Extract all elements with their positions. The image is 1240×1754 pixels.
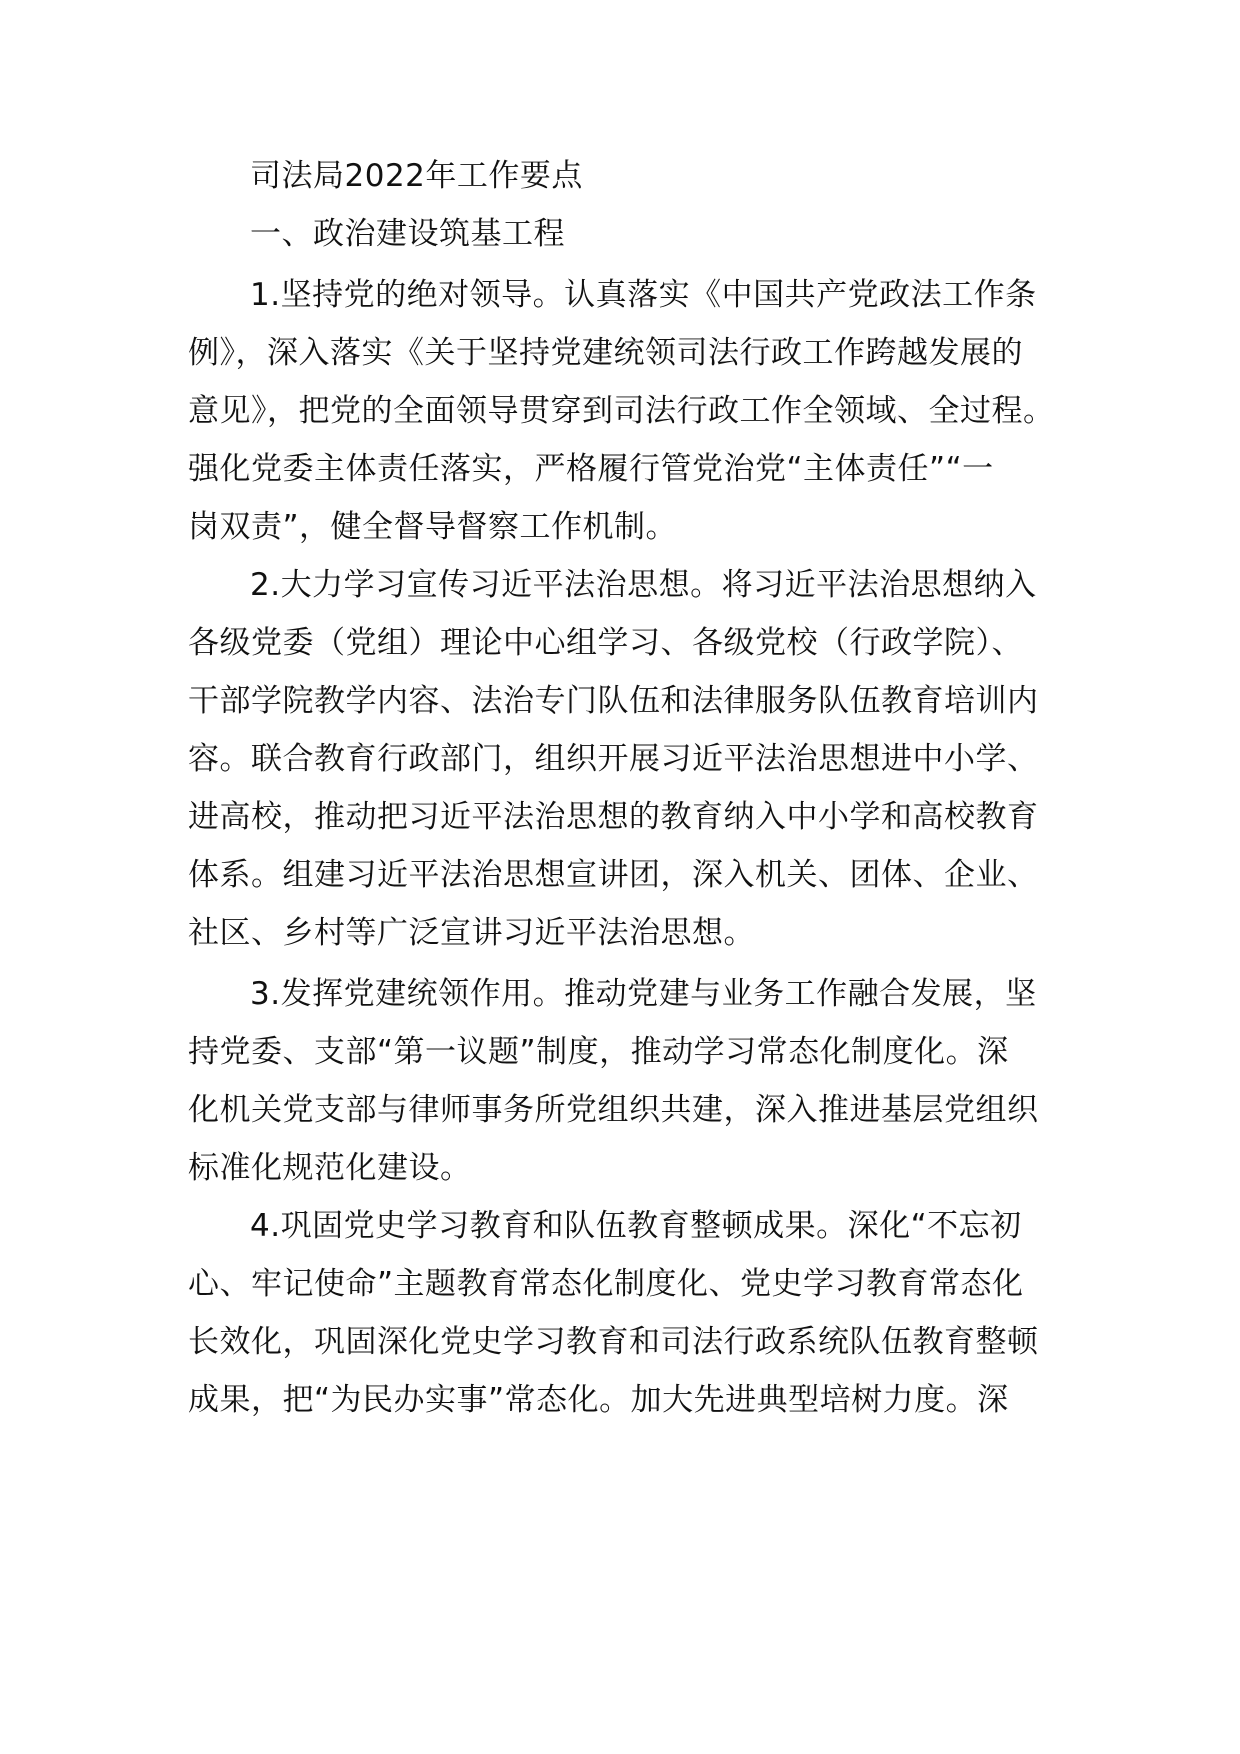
- paragraph-line: 心、牢记使命”主题教育常态化制度化、党史学习教育常态化: [188, 1266, 1024, 1302]
- paragraph-line: 意见》，把党的全面领导贯穿到司法行政工作全领域、全过程。: [188, 393, 1055, 429]
- paragraph-line: 4.巩固党史学习教育和队伍教育整顿成果。深化“不忘初: [250, 1208, 1022, 1244]
- paragraph-line: 2.大力学习宣传习近平法治思想。将习近平法治思想纳入: [250, 567, 1037, 603]
- paragraph-line: 长效化，巩固深化党史学习教育和司法行政系统队伍教育整顿: [188, 1324, 1039, 1360]
- paragraph-line: 岗双责”，健全督导督察工作机制。: [188, 509, 678, 545]
- paragraph-line: 社区、乡村等广泛宣讲习近平法治思想。: [188, 915, 755, 951]
- paragraph-line: 1.坚持党的绝对领导。认真落实《中国共产党政法工作条: [250, 277, 1037, 313]
- section-heading: 一、政治建设筑基工程: [250, 216, 565, 252]
- document-title: 司法局2022年工作要点: [250, 158, 583, 194]
- paragraph-line: 例》，深入落实《关于坚持党建统领司法行政工作跨越发展的: [188, 335, 1023, 371]
- paragraph-line: 化机关党支部与律师事务所党组织共建，深入推进基层党组织: [188, 1092, 1039, 1128]
- paragraph-line: 成果，把“为民办实事”常态化。加大先进典型培树力度。深: [188, 1382, 1009, 1418]
- paragraph-line: 持党委、支部“第一议题”制度，推动学习常态化制度化。深: [188, 1034, 1009, 1070]
- paragraph-line: 强化党委主体责任落实，严格履行管党治党“主体责任”“一: [188, 451, 994, 487]
- paragraph-line: 标准化规范化建设。: [188, 1150, 472, 1186]
- paragraph-line: 各级党委（党组）理论中心组学习、各级党校（行政学院）、: [188, 625, 1023, 661]
- paragraph-line: 进高校，推动把习近平法治思想的教育纳入中小学和高校教育: [188, 799, 1039, 835]
- paragraph-line: 容。联合教育行政部门，组织开展习近平法治思想进中小学、: [188, 741, 1039, 777]
- paragraph-line: 3.发挥党建统领作用。推动党建与业务工作融合发展，坚: [250, 976, 1037, 1012]
- paragraph-line: 体系。组建习近平法治思想宣讲团，深入机关、团体、企业、: [188, 857, 1039, 893]
- paragraph-line: 干部学院教学内容、法治专门队伍和法律服务队伍教育培训内: [188, 683, 1039, 719]
